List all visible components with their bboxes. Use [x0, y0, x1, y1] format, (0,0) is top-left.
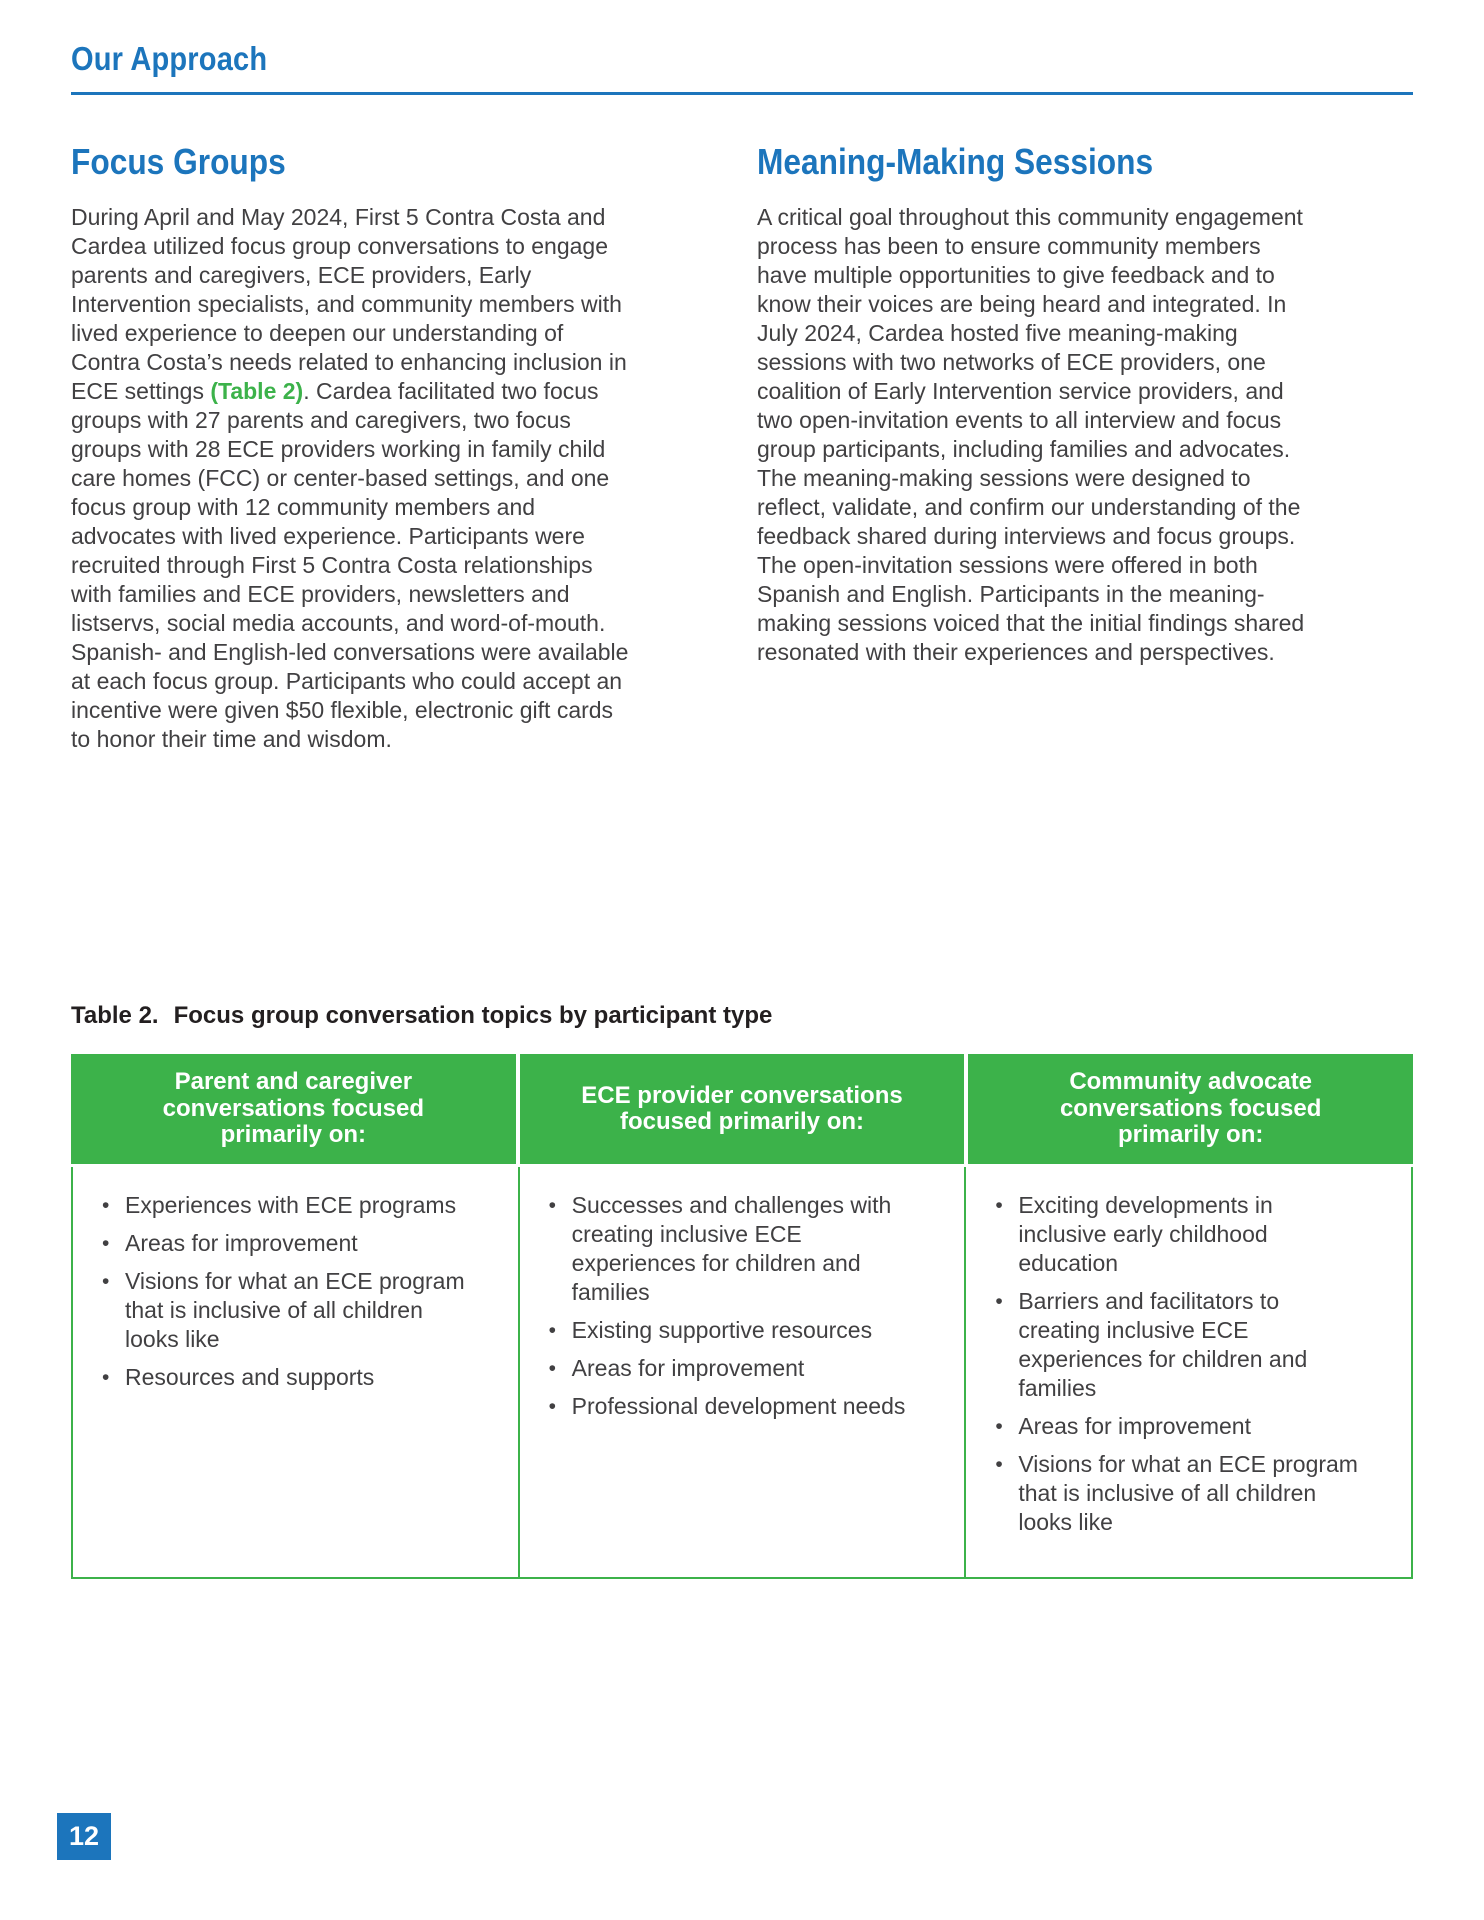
bullet-list: [988, 1191, 1365, 1537]
bullet-list: [95, 1191, 472, 1392]
list-item: • Successes and challenges with creating inclusive ECE experiences for children and families: [542, 1191, 919, 1307]
table-header-parent-caregiver: [71, 1054, 516, 1164]
table-cell-ece-provider-topics: [518, 1167, 965, 1577]
two-column-layout: [71, 141, 1413, 754]
focus-group-topics-table: [71, 1054, 1413, 1579]
page-title: Our Approach: [71, 40, 268, 77]
page-header: [71, 40, 1413, 95]
section-title-meaning-making: Meaning-Making Sessions: [757, 141, 1154, 182]
list-item: • Areas for improvement: [988, 1412, 1365, 1441]
list-item: • Areas for improvement: [95, 1229, 472, 1258]
list-item: • Exciting developments in inclusive early childhood education: [988, 1191, 1365, 1278]
bullet-list: [542, 1191, 919, 1421]
paragraph-text: . Cardea facilitated two focus groups with 27 parents and caregivers, two focus groups with 28 ECE providers working in family child care homes (FCC) or center-based settings, and one focus group with 12 community members and advocates with lived experience. Participants were recruited through First 5 Contra Costa relationships with families and ECE providers, newsletters and listservs, social media accounts, and word-of-mouth. Spanish- and English-led conversations were available at each focus group. Participants who could accept an incentive were given $50 flexible, electronic gift cards to honor their time and wisdom.: [71, 378, 629, 752]
table-body-row: [71, 1167, 1413, 1579]
table-2-block: [71, 1002, 1413, 1579]
list-item: • Experiences with ECE programs: [95, 1191, 472, 1220]
table-cell-community-advocate-topics: [964, 1167, 1411, 1577]
table-2-reference: (Table 2): [210, 378, 304, 404]
list-item: • Barriers and facilitators to creating inclusive ECE experiences for children and families: [988, 1287, 1365, 1403]
table-header-text: ECE provider conversations focused primarily on:: [581, 1081, 903, 1135]
table-header-ece-provider: [520, 1054, 965, 1164]
section-meaning-making: [757, 141, 1313, 754]
list-item: • Areas for improvement: [542, 1354, 919, 1383]
section-focus-groups: [71, 141, 629, 754]
table-header-row: [71, 1054, 1413, 1164]
list-item: • Resources and supports: [95, 1363, 472, 1392]
paragraph-text: During April and May 2024, First 5 Contra Costa and Cardea utilized focus group conversations to engage parents and caregivers, ECE providers, Early Intervention specialists, and community members with lived experience to deepen our understanding of Contra Costa’s needs related to enhancing inclusion in ECE settings: [71, 204, 627, 404]
table-header-text: Community advocate conversations focused primarily on:: [1059, 1068, 1322, 1149]
list-item: • Visions for what an ECE program that is inclusive of all children looks like: [95, 1267, 472, 1354]
table-header-community-advocate: [968, 1054, 1413, 1164]
table-caption-label: Table 2.: [71, 1002, 159, 1029]
table-caption-text: Focus group conversation topics by participant type: [173, 1002, 773, 1029]
table-cell-parent-caregiver-topics: [73, 1167, 518, 1577]
meaning-making-paragraph: A critical goal throughout this community engagement process has been to ensure community members have multiple opportunities to give feedback and to know their voices are being heard and integrated. In July 2024, Cardea hosted five meaning-making sessions with two networks of ECE providers, one coalition of Early Intervention service providers, and two open-invitation events to all interview and focus group participants, including families and advocates. The meaning-making sessions were designed to reflect, validate, and confirm our understanding of the feedback shared during interviews and focus groups. The open-invitation sessions were offered in both Spanish and English. Participants in the meaning-making sessions voiced that the initial findings shared resonated with their experiences and perspectives.: [757, 204, 1305, 665]
focus-groups-paragraph: [71, 203, 629, 754]
list-item: • Visions for what an ECE program that is inclusive of all children looks like: [988, 1450, 1365, 1537]
section-title-focus-groups: Focus Groups: [71, 141, 286, 182]
table-header-text: Parent and caregiver conversations focused primarily on:: [162, 1068, 425, 1149]
page-number-badge: 12: [57, 1813, 111, 1860]
list-item: • Professional development needs: [542, 1392, 919, 1421]
table-caption: [71, 1002, 1413, 1030]
list-item: • Existing supportive resources: [542, 1316, 919, 1345]
